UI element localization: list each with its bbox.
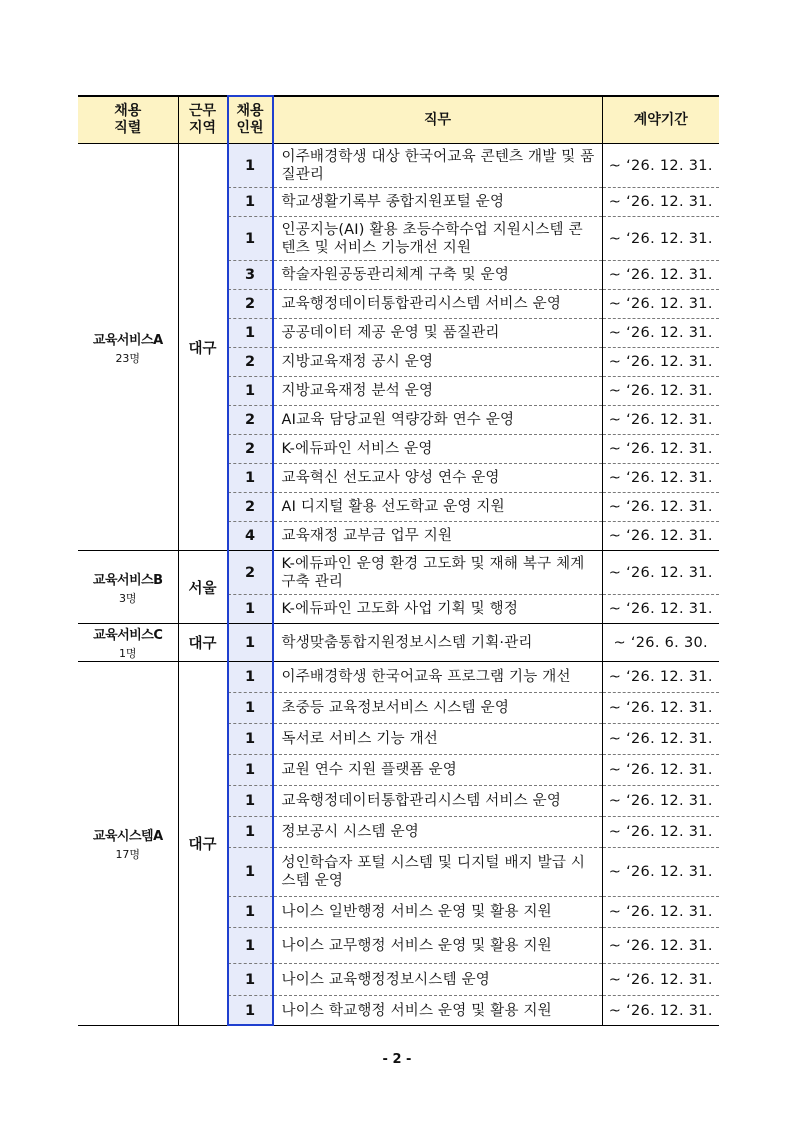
count-cell: 1 (227, 755, 273, 786)
duty-cell: 인공지능(AI) 활용 초등수학수업 지원시스템 콘텐츠 및 서비스 기능개선 지원 (273, 217, 602, 261)
period-cell: ~ ‘26. 12. 31. (602, 464, 719, 493)
header-region-label: 근무 지역 (188, 103, 217, 136)
duty-cell: 나이스 교육행정정보시스템 운영 (273, 964, 602, 996)
period-cell: ~ ‘26. 12. 31. (602, 662, 719, 693)
period-cell: ~ ‘26. 12. 31. (602, 377, 719, 406)
count-cell: 1 (227, 724, 273, 755)
period-cell: ~ ‘26. 12. 31. (602, 693, 719, 724)
period-cell: ~ ‘26. 12. 31. (602, 897, 719, 928)
table-row (78, 144, 719, 188)
category-total: 3명 (118, 591, 137, 605)
period-cell: ~ ‘26. 12. 31. (602, 217, 719, 261)
count-cell: 1 (227, 786, 273, 817)
header-period (602, 96, 719, 144)
region-cell: 서울 (178, 551, 227, 624)
count-cell: 2 (227, 435, 273, 464)
category-cell (78, 624, 178, 662)
count-cell: 2 (227, 290, 273, 319)
category-cell (78, 551, 178, 624)
period-cell: ~ ‘26. 12. 31. (602, 493, 719, 522)
region-cell: 대구 (178, 624, 227, 662)
count-cell: 1 (227, 817, 273, 848)
duty-cell: 학술자원공동관리체계 구축 및 운영 (273, 261, 602, 290)
page-number: - 2 - (382, 1052, 412, 1067)
duty-cell: AI 디지털 활용 선도학교 운영 지원 (273, 493, 602, 522)
period-cell: ~ ‘26. 12. 31. (602, 755, 719, 786)
category-name: 교육서비스B (92, 572, 163, 588)
duty-cell: 초중등 교육정보서비스 시스템 운영 (273, 693, 602, 724)
duty-cell: 교육혁신 선도교사 양성 연수 운영 (273, 464, 602, 493)
duty-cell: 나이스 일반행정 서비스 운영 및 활용 지원 (273, 897, 602, 928)
header-region (178, 96, 227, 144)
count-cell: 1 (227, 595, 273, 624)
count-cell: 1 (227, 996, 273, 1026)
period-cell: ~ ‘26. 12. 31. (602, 188, 719, 217)
category-name: 교육서비스A (92, 332, 163, 348)
header-category-label: 채용 직렬 (114, 103, 142, 136)
count-cell: 1 (227, 928, 273, 964)
period-cell: ~ ‘26. 12. 31. (602, 522, 719, 551)
category-total: 23명 (115, 351, 141, 365)
header-count-label: 채용 인원 (236, 103, 264, 136)
duty-cell: 교육재정 교부금 업무 지원 (273, 522, 602, 551)
table-row (78, 662, 719, 693)
duty-cell: 지방교육재정 공시 운영 (273, 348, 602, 377)
count-cell: 1 (227, 319, 273, 348)
duty-cell: 이주배경학생 한국어교육 프로그램 기능 개선 (273, 662, 602, 693)
count-cell: 1 (227, 964, 273, 996)
period-cell: ~ ‘26. 12. 31. (602, 595, 719, 624)
count-cell: 4 (227, 522, 273, 551)
table-header-row (78, 96, 719, 144)
count-cell: 1 (227, 377, 273, 406)
count-cell: 2 (227, 348, 273, 377)
period-cell: ~ ‘26. 12. 31. (602, 817, 719, 848)
header-count (227, 96, 273, 144)
recruitment-table (78, 95, 719, 1026)
header-duty-label: 직무 (423, 111, 452, 128)
duty-cell: K-에듀파인 운영 환경 고도화 및 재해 복구 체계 구축 관리 (273, 551, 602, 595)
period-cell: ~ ‘26. 12. 31. (602, 928, 719, 964)
category-total: 17명 (115, 848, 141, 861)
count-cell: 1 (227, 188, 273, 217)
period-cell: ~ ‘26. 12. 31. (602, 144, 719, 188)
duty-cell: K-에듀파인 고도화 사업 기획 및 행정 (273, 595, 602, 624)
category-cell (78, 144, 178, 551)
period-cell: ~ ‘26. 12. 31. (602, 551, 719, 595)
period-cell: ~ ‘26. 12. 31. (602, 786, 719, 817)
period-cell: ~ ‘26. 6. 30. (602, 624, 719, 662)
period-cell: ~ ‘26. 12. 31. (602, 435, 719, 464)
period-cell: ~ ‘26. 12. 31. (602, 261, 719, 290)
duty-cell: K-에듀파인 서비스 운영 (273, 435, 602, 464)
period-cell: ~ ‘26. 12. 31. (602, 996, 719, 1026)
table-body (78, 144, 719, 1026)
period-cell: ~ ‘26. 12. 31. (602, 290, 719, 319)
table-row (78, 551, 719, 595)
duty-cell: 교육행정데이터통합관리시스템 서비스 운영 (273, 290, 602, 319)
table-row (78, 624, 719, 662)
period-cell: ~ ‘26. 12. 31. (602, 964, 719, 996)
duty-cell: 독서로 서비스 기능 개선 (273, 724, 602, 755)
duty-cell: 학생맞춤통합지원정보시스템 기획·관리 (273, 624, 602, 662)
duty-cell: 교육행정데이터통합관리시스템 서비스 운영 (273, 786, 602, 817)
duty-cell: 지방교육재정 분석 운영 (273, 377, 602, 406)
header-period-label: 계약기간 (633, 111, 688, 128)
category-cell (78, 662, 178, 1026)
count-cell: 1 (227, 464, 273, 493)
duty-cell: 나이스 교무행정 서비스 운영 및 활용 지원 (273, 928, 602, 964)
count-cell: 1 (227, 662, 273, 693)
period-cell: ~ ‘26. 12. 31. (602, 848, 719, 897)
duty-cell: 이주배경학생 대상 한국어교육 콘텐츠 개발 및 품질관리 (273, 144, 602, 188)
period-cell: ~ ‘26. 12. 31. (602, 348, 719, 377)
period-cell: ~ ‘26. 12. 31. (602, 406, 719, 435)
duty-cell: 정보공시 시스템 운영 (273, 817, 602, 848)
duty-cell: 교원 연수 지원 플랫폼 운영 (273, 755, 602, 786)
category-name: 교육시스템A (92, 829, 163, 844)
header-category (78, 96, 178, 144)
region-cell: 대구 (178, 662, 227, 1026)
count-cell: 1 (227, 848, 273, 897)
duty-cell: 나이스 학교행정 서비스 운영 및 활용 지원 (273, 996, 602, 1026)
count-cell: 1 (227, 144, 273, 188)
duty-cell: 학교생활기록부 종합지원포털 운영 (273, 188, 602, 217)
category-name: 교육서비스C (93, 628, 163, 643)
count-cell: 2 (227, 551, 273, 595)
count-cell: 2 (227, 493, 273, 522)
duty-cell: 성인학습자 포털 시스템 및 디지털 배지 발급 시스템 운영 (273, 848, 602, 897)
count-cell: 3 (227, 261, 273, 290)
count-cell: 1 (227, 217, 273, 261)
category-total: 1명 (118, 647, 137, 660)
count-cell: 1 (227, 624, 273, 662)
period-cell: ~ ‘26. 12. 31. (602, 319, 719, 348)
count-cell: 2 (227, 406, 273, 435)
duty-cell: 공공데이터 제공 운영 및 품질관리 (273, 319, 602, 348)
region-cell: 대구 (178, 144, 227, 551)
period-cell: ~ ‘26. 12. 31. (602, 724, 719, 755)
count-cell: 1 (227, 897, 273, 928)
header-duty (273, 96, 602, 144)
duty-cell: AI교육 담당교원 역량강화 연수 운영 (273, 406, 602, 435)
count-cell: 1 (227, 693, 273, 724)
